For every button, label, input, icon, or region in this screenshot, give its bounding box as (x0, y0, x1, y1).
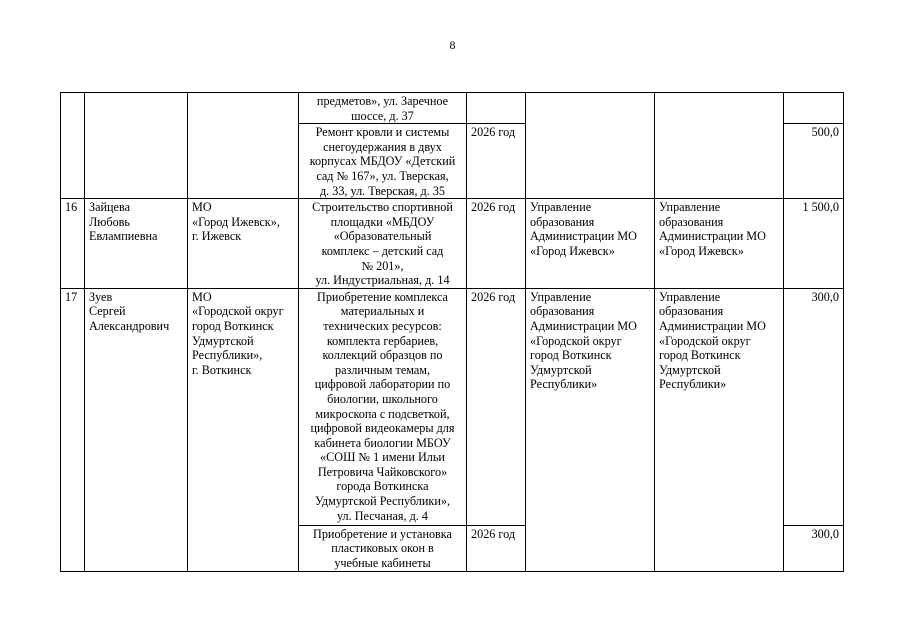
executor-line: «Городской округ (659, 333, 751, 348)
recipient-line: город Воткинск (530, 348, 612, 363)
recipient-line: Управление (530, 200, 592, 215)
sum-cell: 300,0 (784, 288, 844, 525)
project-line: ул. Индустриальная, д. 14 (315, 273, 450, 288)
project-line: Ремонт кровли и системы (315, 125, 450, 140)
mo-line: «Город Ижевск», (192, 214, 280, 229)
project-line: различным темам, (334, 362, 431, 377)
project-cell (299, 288, 467, 525)
executor-cell (655, 93, 784, 199)
recipient-cell (526, 288, 655, 571)
project-line: биологии, школьного (327, 391, 438, 406)
project-line: снегоудержания в двух (323, 139, 442, 154)
executor-line: «Город Ижевск» (659, 243, 744, 258)
page-number: 8 (449, 38, 456, 52)
fio-cell (85, 199, 188, 289)
project-line: пластиковых окон в (331, 541, 434, 556)
executor-line: город Воткинск (659, 348, 741, 363)
recipient-line: «Город Ижевск» (530, 243, 615, 258)
sum-cell: 500,0 (784, 124, 844, 199)
project-line: материальных и (340, 304, 425, 319)
fio-cell (85, 288, 188, 571)
project-line: учебные кабинеты (334, 555, 431, 570)
project-line: микроскопа с подсветкой, (315, 406, 450, 421)
year-cell: 2026 год (467, 525, 526, 571)
executor-line: образования (659, 214, 724, 229)
recipient-line: Администрации МО (530, 318, 637, 333)
mo-line: «Городской округ (192, 304, 284, 319)
recipient-line: Администрации МО (530, 229, 637, 244)
recipient-cell (526, 199, 655, 289)
project-line: Удмуртской Республики», (315, 494, 450, 509)
recipient-line: «Городской округ (530, 333, 622, 348)
project-line: корпусах МБДОУ «Детский (309, 154, 456, 169)
project-line: площадки «МБДОУ (330, 214, 435, 229)
executor-line: Администрации МО (659, 318, 766, 333)
sum-cell: 1 500,0 (784, 199, 844, 289)
mo-cell (188, 93, 299, 199)
mo-line: г. Воткинск (192, 362, 252, 377)
project-line: предметов», ул. Заречное (316, 94, 449, 108)
sum-cell (784, 93, 844, 124)
executor-line: образования (659, 304, 724, 319)
mo-line: город Воткинск (192, 318, 274, 333)
project-line: «Образовательный (333, 229, 432, 244)
project-cell (299, 199, 467, 289)
recipient-line: образования (530, 304, 595, 319)
project-line: коллекций образцов по (322, 348, 443, 363)
executor-cell (655, 199, 784, 289)
mo-cell (188, 288, 299, 571)
table-row (61, 199, 844, 289)
project-line: цифровой видеокамеры для (310, 421, 455, 436)
project-cell (299, 525, 467, 571)
row-number-cell: 16 (61, 199, 85, 289)
executor-line: Удмуртской (659, 362, 721, 377)
mo-line: Удмуртской (192, 333, 254, 348)
project-line: цифровой лаборатории по (314, 377, 451, 392)
mo-line: г. Ижевск (192, 229, 242, 244)
project-line: «СОШ № 1 имени Ильи (320, 450, 445, 465)
project-line: Петровича Чайковского» (317, 464, 448, 479)
sum-cell: 300,0 (784, 525, 844, 571)
mo-line: Республики», (192, 348, 263, 363)
recipient-line: образования (530, 214, 595, 229)
year-cell (467, 93, 526, 124)
fio-line: Евлампиевна (89, 229, 158, 244)
project-line: города Воткинска (336, 479, 429, 494)
fio-cell (85, 93, 188, 199)
year-cell: 2026 год (467, 124, 526, 199)
mo-cell (188, 199, 299, 289)
fio-line: Зайцева (89, 200, 130, 215)
project-line: д. 33, ул. Тверская, д. 35 (319, 183, 446, 198)
year-cell: 2026 год (467, 288, 526, 525)
project-line: технических ресурсов: (323, 318, 442, 333)
project-line: кабинета биологии МБОУ (314, 435, 451, 450)
executor-line: Управление (659, 200, 721, 215)
project-line: Приобретение и установка (313, 526, 452, 541)
project-line: № 201», (361, 258, 404, 273)
recipient-cell (526, 93, 655, 199)
project-line: ул. Песчаная, д. 4 (337, 508, 428, 523)
fio-line: Любовь (89, 214, 130, 229)
executor-line: Управление (659, 289, 721, 304)
project-cell (299, 93, 467, 124)
mo-line: МО (192, 289, 212, 304)
executor-cell (655, 288, 784, 571)
project-line: Строительство спортивной (312, 200, 453, 215)
fio-line: Зуев (89, 289, 113, 304)
project-line: шоссе, д. 37 (351, 108, 414, 123)
recipient-line: Республики» (530, 377, 598, 392)
fio-line: Сергей (89, 304, 126, 319)
recipient-line: Управление (530, 289, 592, 304)
project-line: сад № 167», ул. Тверская, (316, 168, 449, 183)
table-row (61, 288, 844, 525)
project-cell (299, 124, 467, 199)
table-row (61, 93, 844, 124)
project-line: Приобретение комплекса (317, 289, 448, 304)
row-number-cell (61, 93, 85, 199)
row-number-cell: 17 (61, 288, 85, 571)
projects-table (60, 92, 844, 572)
project-line: комплекта гербариев, (326, 333, 439, 348)
recipient-line: Удмуртской (530, 362, 592, 377)
executor-line: Администрации МО (659, 229, 766, 244)
project-line: комплекс – детский сад (321, 243, 444, 258)
year-cell: 2026 год (467, 199, 526, 289)
fio-line: Александрович (89, 318, 170, 333)
mo-line: МО (192, 200, 212, 215)
executor-line: Республики» (659, 377, 727, 392)
